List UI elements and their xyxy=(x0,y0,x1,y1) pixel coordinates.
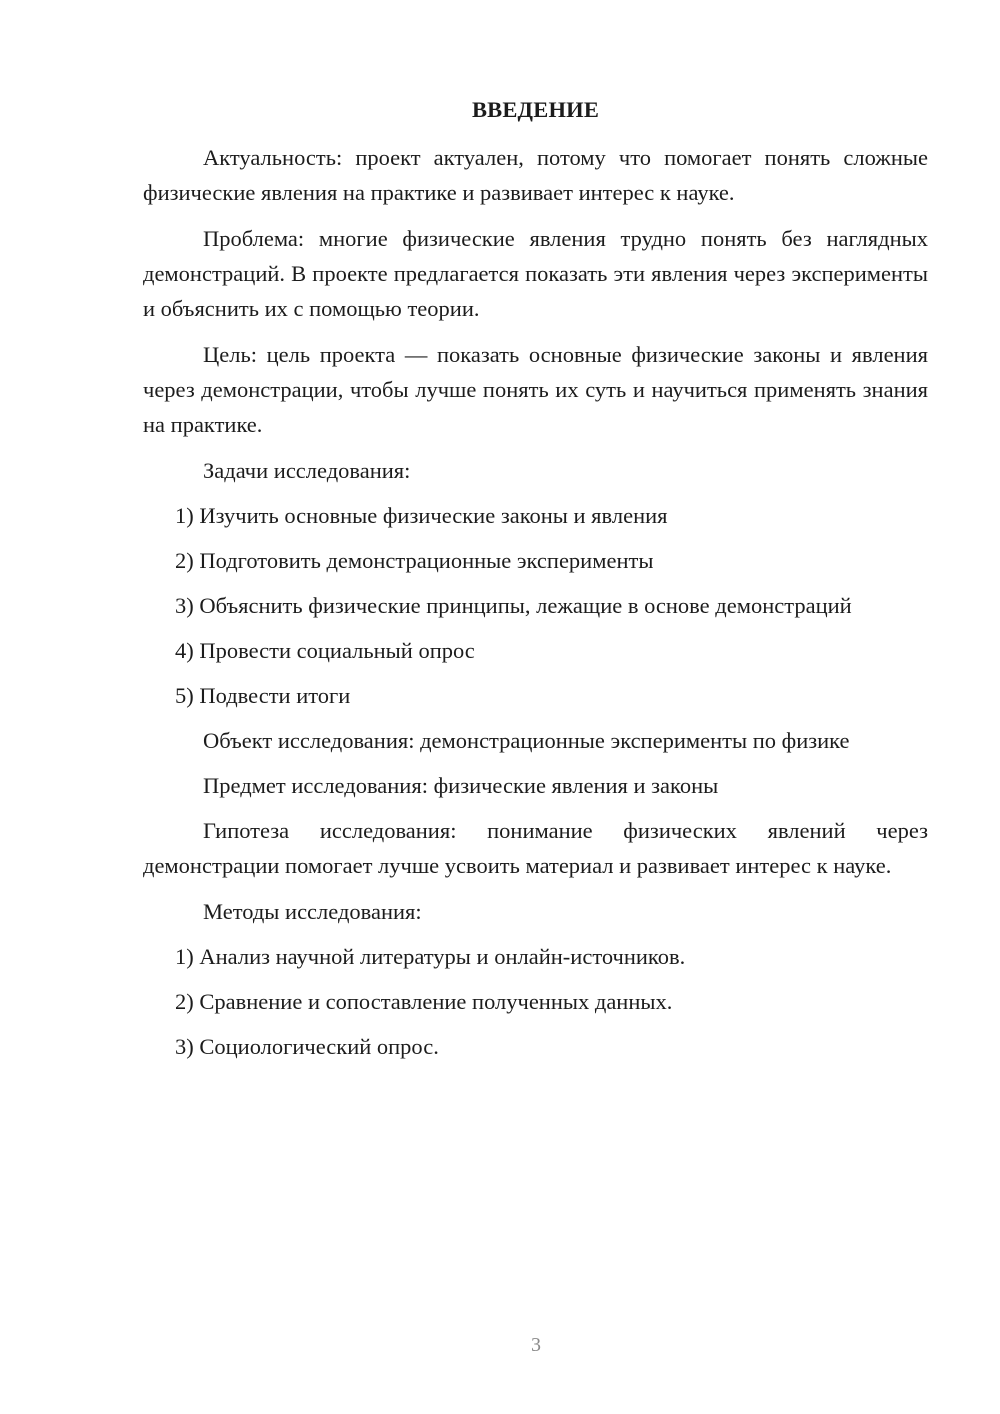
task-item: 5) Подвести итоги xyxy=(175,683,351,708)
method-item: 1) Анализ научной литературы и онлайн-источников. xyxy=(175,944,686,969)
task-item: 3) Объяснить физические принципы, лежащие в основе демонстраций xyxy=(175,593,852,618)
object-line: Объект исследования: демонстрационные эксперименты по физике xyxy=(203,728,850,753)
page-content xyxy=(143,96,928,1074)
relevance-paragraph: Актуальность: проект актуален, потому что помогает понять сложные физические явления на практике и развивает интерес к науке. xyxy=(143,145,928,205)
task-item: 1) Изучить основные физические законы и явления xyxy=(175,503,668,528)
task-item: 4) Провести социальный опрос xyxy=(175,638,475,663)
task-item: 2) Подготовить демонстрационные эксперименты xyxy=(175,548,654,573)
tasks-label: Задачи исследования: xyxy=(203,458,411,483)
method-item: 2) Сравнение и сопоставление полученных данных. xyxy=(175,989,673,1014)
tasks-list xyxy=(143,498,928,713)
goal-paragraph: Цель: цель проекта — показать основные физические законы и явления через демонстрации, чтобы лучше понять их суть и научиться применять знания на практике. xyxy=(143,342,928,437)
subject-line: Предмет исследования: физические явления и законы xyxy=(203,773,719,798)
page-number: 3 xyxy=(531,1334,541,1356)
problem-paragraph: Проблема: многие физические явления трудно понять без наглядных демонстраций. В проекте предлагается показать эти явления через эксперименты и объяснить их с помощью теории. xyxy=(143,226,928,321)
page-title: ВВЕДЕНИЕ xyxy=(471,97,600,122)
methods-label: Методы исследования: xyxy=(203,899,422,924)
hypothesis-paragraph: Гипотеза исследования: понимание физических явлений через демонстрации помогает лучше усвоить материал и развивает интерес к науке. xyxy=(143,818,928,878)
method-item: 3) Социологический опрос. xyxy=(175,1034,439,1059)
methods-list xyxy=(143,939,928,1064)
